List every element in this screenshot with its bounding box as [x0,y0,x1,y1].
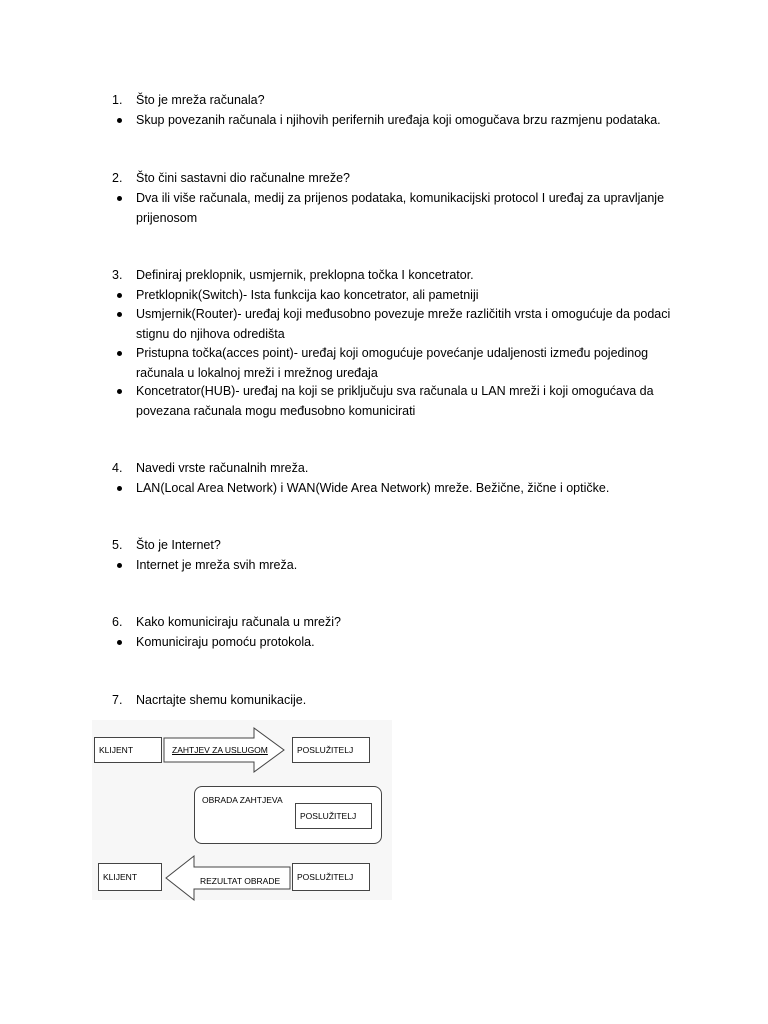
question-number: 7. [112,693,123,707]
answer-text: Dva ili više računala, medij za prijenos podataka, komunikacijski protocol I uređaj za upravljanje prijenosom [136,191,665,225]
answer-5-1 [112,556,692,576]
answer-text: Koncetrator(HUB)- uređaj na koji se priključuju sva računala u LAN mreži i koji omogućava da povezana računala mogu međusobno komunicirati [136,384,654,418]
answer-text: Skup povezanih računala i njihovih perifernih uređaja koji omogučava brzu razmjenu podataka. [136,113,661,127]
request-label: ZAHTJEV ZA USLUGOM [172,745,268,755]
answer-text: Komuniciraju pomoću protokola. [136,635,315,649]
question-4 [112,459,692,479]
answer-1-1 [112,111,692,131]
question-number: 2. [112,171,123,185]
client-box-bottom [98,863,162,891]
answer-6-1 [112,633,692,653]
server-label: POSLUŽITELJ [300,810,357,821]
answer-3-3 [112,344,692,383]
server-label: POSLUŽITELJ [297,871,354,882]
question-2 [112,169,692,189]
answer-text: Pretklopnik(Switch)- Ista funkcija kao koncetrator, ali pametniji [136,288,479,302]
answer-3-2 [112,305,692,344]
question-1 [112,91,692,111]
question-5 [112,536,692,556]
client-label: KLIJENT [99,744,134,755]
answer-2-1 [112,189,692,228]
question-number: 5. [112,538,123,552]
communication-diagram [92,720,392,900]
answer-text: Pristupna točka(acces point)- uređaj koji omogućuje povećanje udaljenosti između pojedinog računala u lokalnoj mreži i mrežnog uređaja [136,346,649,380]
client-label: KLIJENT [103,871,138,882]
question-6 [112,613,692,633]
result-label: REZULTAT OBRADE [200,876,281,886]
answer-text: LAN(Local Area Network) i WAN(Wide Area Network) mreže. Bežične, žične i optičke. [136,481,610,495]
server-box-middle [295,803,372,829]
server-box-top [292,737,370,763]
server-label: POSLUŽITELJ [297,744,354,755]
answer-3-1 [112,286,692,306]
question-number: 4. [112,461,123,475]
question-text: Nacrtajte shemu komunikacije. [136,693,307,707]
answer-3-4 [112,382,692,421]
answer-4-1 [112,479,692,499]
server-box-bottom [292,863,370,891]
question-3 [112,266,692,286]
answer-text: Internet je mreža svih mreža. [136,558,298,572]
question-text: Što je Internet? [136,538,221,552]
question-text: Navedi vrste računalnih mreža. [136,461,309,475]
client-box-top [94,737,162,763]
question-number: 6. [112,615,123,629]
question-text: Definiraj preklopnik, usmjernik, preklopna točka I koncetrator. [136,268,474,282]
question-text: Što čini sastavni dio računalne mreže? [136,171,351,185]
answer-text: Usmjernik(Router)- uređaj koji međusobno povezuje mreže različitih vrsta i omogućuje da podaci stignu do njihova odredišta [136,307,671,341]
question-text: Što je mreža računala? [136,93,265,107]
question-text: Kako komuniciraju računala u mreži? [136,615,341,629]
question-7 [112,691,692,711]
question-number: 3. [112,268,123,282]
processing-label: OBRADA ZAHTJEVA [202,795,283,805]
question-number: 1. [112,93,123,107]
